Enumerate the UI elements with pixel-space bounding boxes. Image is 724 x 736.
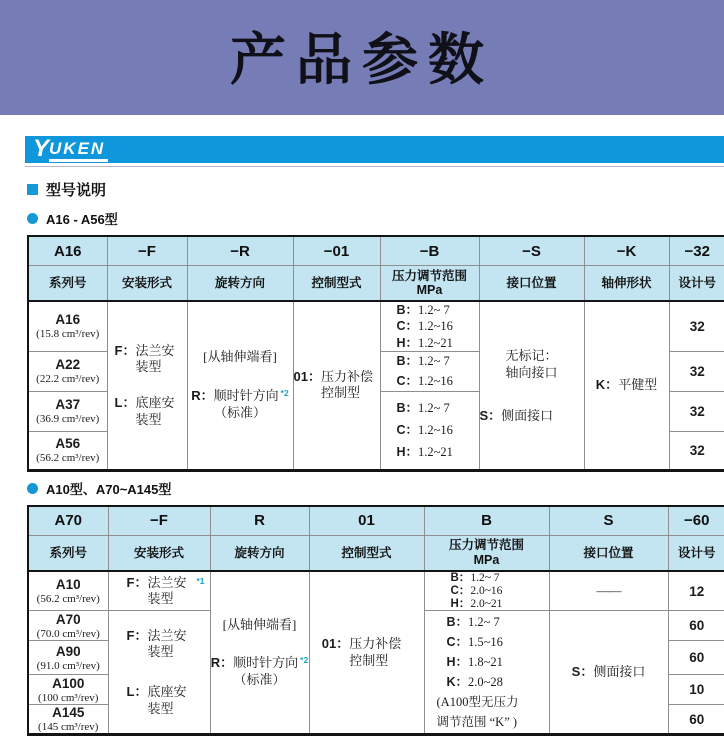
- spec-table-a16-a56: [27, 235, 724, 472]
- series-name: A70: [55, 611, 81, 627]
- t2-series-a145: [28, 705, 108, 735]
- t2-header-rotation: 旋转方向: [210, 535, 309, 571]
- pressure-value: 2.0~16: [470, 584, 503, 597]
- t2-design-a100: 10: [668, 675, 724, 705]
- t2-header-mount: 安装形式: [108, 535, 210, 571]
- series-displacement: (36.9 cm³/rev): [36, 413, 100, 426]
- yuken-logo: [33, 137, 108, 162]
- mount-l-key: L：: [126, 684, 148, 700]
- pressure-value: 1.2~ 7: [418, 354, 450, 368]
- rotation-value: 顺时针方向: [213, 388, 279, 404]
- series-displacement: (22.2 cm³/rev): [36, 373, 100, 386]
- t1-header-mount: 安装形式: [107, 266, 187, 302]
- rotation-standard: （标准）: [213, 404, 266, 420]
- t1-rotation-cell: [187, 301, 293, 470]
- pressure-key: H：: [396, 335, 419, 350]
- t2-mount-a10: [108, 571, 210, 611]
- t2-design-a70: 60: [668, 611, 724, 641]
- pressure-value: 1.2~ 7: [470, 571, 500, 584]
- t1-shaft-cell: [584, 301, 669, 470]
- port-s-value: 侧面接口: [501, 407, 554, 423]
- pressure-key: B：: [396, 400, 419, 415]
- control-key: 01：: [293, 369, 321, 385]
- mount-f-value: 法兰安装型: [147, 627, 187, 660]
- t1-pressure-a37-a56: [380, 391, 479, 470]
- t2-mount-cell: [108, 611, 210, 735]
- t2-code-control: 01: [309, 506, 424, 536]
- control-key: 01：: [321, 636, 350, 652]
- pressure-key: H：: [446, 655, 469, 670]
- pressure-value: 1.2~ 7: [418, 303, 450, 317]
- series-name: A10: [55, 577, 81, 593]
- mount-f-key: F：: [114, 342, 136, 358]
- pressure-key: B：: [396, 303, 419, 317]
- t1-code-rotation: −R: [187, 236, 293, 266]
- port-nomark-label: 无标记：: [505, 347, 558, 363]
- t1-control-cell: [293, 301, 380, 470]
- t2-control-cell: [309, 571, 424, 735]
- t1-pressure-a16: [380, 301, 479, 351]
- port-s-value: 侧面接口: [593, 664, 646, 680]
- t2-pressure-a10: [424, 571, 549, 611]
- section-model-description: [27, 179, 724, 200]
- pressure-key: B：: [450, 571, 471, 584]
- t2-port-cell: [549, 611, 668, 735]
- control-value: 压力补偿控制型: [320, 369, 373, 401]
- t2-header-pressure-line2: MPa: [473, 552, 500, 567]
- rotation-key: R：: [191, 388, 214, 404]
- t1-code-port: −S: [479, 236, 584, 266]
- t2-code-pressure: B: [424, 506, 549, 536]
- t1-code-series: A16: [28, 236, 107, 266]
- t2-series-a70: [28, 611, 108, 641]
- series-name: A90: [55, 643, 81, 659]
- footnote-mark-2: *2: [300, 655, 309, 666]
- blue-bullet-icon: [27, 213, 38, 224]
- series-displacement: (56.2 cm³/rev): [36, 593, 100, 606]
- divider-line: [25, 166, 724, 167]
- pressure-value: 1.2~16: [418, 423, 453, 438]
- t2-code-row: [28, 506, 724, 536]
- pressure-value: 1.2~16: [418, 319, 453, 334]
- t2-header-pressure: [424, 535, 549, 571]
- mount-l-key: L：: [114, 395, 136, 411]
- rotation-view-note: [从轴伸端看]: [203, 349, 277, 365]
- series-name: A16: [55, 312, 81, 328]
- t1-code-row: [28, 236, 724, 266]
- t2-header-row: [28, 535, 724, 571]
- t1-series-a56: [28, 431, 107, 470]
- series-displacement: (56.2 cm³/rev): [36, 452, 100, 465]
- t2-design-a10: 12: [668, 571, 724, 611]
- t2-series-a90: [28, 641, 108, 675]
- series-name: A37: [55, 397, 81, 413]
- pressure-key: C：: [396, 423, 419, 438]
- t1-design-a37: 32: [669, 391, 724, 431]
- pressure-key: H：: [450, 597, 471, 610]
- t2-design-a90: 60: [668, 641, 724, 675]
- series-a10-a145-heading: [27, 479, 724, 498]
- blue-square-icon: [27, 184, 38, 195]
- t2-rotation-cell: [210, 571, 309, 735]
- t1-series-a37: [28, 391, 107, 431]
- footnote-mark-2: *2: [280, 388, 289, 399]
- series-name: A56: [55, 436, 81, 452]
- t2-header-design: 设计号: [668, 535, 724, 571]
- t2-series-a100: [28, 675, 108, 705]
- t1-code-design: −32: [669, 236, 724, 266]
- series-name: A145: [52, 705, 85, 721]
- t2-design-a145: 60: [668, 705, 724, 735]
- pressure-key: H：: [396, 445, 419, 460]
- pressure-value: 2.0~28: [468, 675, 503, 690]
- page-title: 产品参数: [230, 28, 494, 91]
- pressure-key: C：: [446, 635, 469, 650]
- series-name: A100: [52, 675, 85, 691]
- mount-f-key: F：: [126, 574, 148, 590]
- t2-code-rotation: R: [210, 506, 309, 536]
- footnote-mark-1: *1: [196, 575, 205, 586]
- series-name: A22: [55, 357, 81, 373]
- t1-pressure-a22: [380, 351, 479, 391]
- pressure-key: C：: [450, 584, 471, 597]
- pressure-key: B：: [396, 354, 419, 368]
- t1-code-pressure: −B: [380, 236, 479, 266]
- t1-header-pressure-line2: MPa: [416, 283, 443, 297]
- pressure-note-line1: (A100型无压力: [436, 695, 519, 710]
- pressure-value: 1.5~16: [468, 635, 503, 650]
- control-value: 压力补偿控制型: [349, 636, 402, 668]
- page-banner: [0, 0, 724, 115]
- rotation-view-note: [从轴伸端看]: [222, 616, 297, 632]
- t2-row-a10: [28, 571, 724, 611]
- t1-header-design: 设计号: [669, 266, 724, 302]
- pressure-key: C：: [396, 319, 419, 334]
- mount-f-key: F：: [126, 627, 148, 643]
- t2-header-control: 控制型式: [309, 535, 424, 571]
- t1-header-series: 系列号: [28, 266, 107, 302]
- logo-letter-y: Y: [33, 135, 50, 162]
- pressure-value: 2.0~21: [470, 597, 503, 610]
- t1-header-port: 接口位置: [479, 266, 584, 302]
- pressure-value: 1.2~21: [418, 445, 453, 460]
- t1-port-cell: [479, 301, 584, 470]
- t1-mount-cell: [107, 301, 187, 470]
- t1-design-a16: 32: [669, 301, 724, 351]
- series-displacement: (15.8 cm³/rev): [36, 328, 100, 341]
- t1-design-a22: 32: [669, 351, 724, 391]
- spec-table-a10-a145: [27, 505, 724, 736]
- t1-header-control: 控制型式: [293, 266, 380, 302]
- t2-header-series: 系列号: [28, 535, 108, 571]
- t1-code-control: −01: [293, 236, 380, 266]
- rotation-key: R：: [210, 655, 234, 671]
- t1-row-a16: [28, 301, 724, 351]
- port-nomark-value: 轴向接口: [505, 365, 558, 381]
- section-title: 型号说明: [46, 182, 107, 199]
- t2-series-a10: [28, 571, 108, 611]
- pressure-value: 1.2~ 7: [468, 615, 500, 630]
- t2-header-port: 接口位置: [549, 535, 668, 571]
- t1-code-mount: −F: [107, 236, 187, 266]
- pressure-value: 1.2~21: [418, 335, 453, 350]
- t1-code-shaft: −K: [584, 236, 669, 266]
- t1-series-a16: [28, 301, 107, 351]
- mount-f-value: 法兰安装型: [147, 574, 187, 607]
- series-a10-a145-label: A10型、A70~A145型: [46, 481, 172, 497]
- series-displacement: (91.0 cm³/rev): [36, 659, 100, 672]
- t2-port-a10: [549, 571, 668, 611]
- t1-header-pressure-line1: 压力调节范围: [391, 268, 467, 283]
- pressure-value: 1.2~ 7: [418, 400, 450, 415]
- t1-design-a56: 32: [669, 431, 724, 470]
- series-a16-a56-label: A16 - A56型: [46, 212, 118, 227]
- rotation-value: 顺时针方向: [233, 655, 299, 671]
- t2-code-port: S: [549, 506, 668, 536]
- mount-l-value: 底座安装型: [147, 684, 187, 716]
- t2-pressure-a70-a145: [424, 611, 549, 735]
- blue-bullet-icon: [27, 483, 38, 494]
- t1-series-a22: [28, 351, 107, 391]
- t1-header-pressure: [380, 266, 479, 302]
- mount-f-value: 法兰安装型: [135, 342, 175, 375]
- logo-letters-uken: UKEN: [49, 138, 108, 162]
- port-s-key: S：: [571, 664, 594, 680]
- pressure-key: C：: [396, 374, 419, 389]
- series-displacement: (70.0 cm³/rev): [36, 627, 100, 640]
- t1-header-rotation: 旋转方向: [187, 266, 293, 302]
- mount-l-value: 底座安装型: [135, 395, 175, 427]
- shaft-key: K：: [595, 377, 619, 393]
- pressure-key: B：: [446, 615, 469, 630]
- rotation-standard: （标准）: [233, 671, 286, 687]
- port-s-key: S：: [479, 407, 502, 423]
- brand-bar: [25, 136, 724, 163]
- t2-code-design: −60: [668, 506, 724, 536]
- t2-code-mount: −F: [108, 506, 210, 536]
- series-displacement: (145 cm³/rev): [38, 721, 99, 734]
- pressure-key: K：: [446, 675, 469, 690]
- t1-header-row: [28, 266, 724, 302]
- shaft-value: 平健型: [618, 377, 658, 393]
- no-port-dash: ——: [596, 583, 621, 599]
- t2-header-pressure-line1: 压力调节范围: [448, 538, 524, 553]
- pressure-value: 1.2~16: [418, 374, 453, 389]
- pressure-value: 1.8~21: [468, 655, 503, 670]
- pressure-note-line2: 调节范围 “K” ): [436, 715, 518, 730]
- series-displacement: (100 cm³/rev): [38, 691, 99, 704]
- t1-header-shaft: 轴伸形状: [584, 266, 669, 302]
- t2-code-series: A70: [28, 506, 108, 536]
- series-a16-a56-heading: [27, 209, 724, 228]
